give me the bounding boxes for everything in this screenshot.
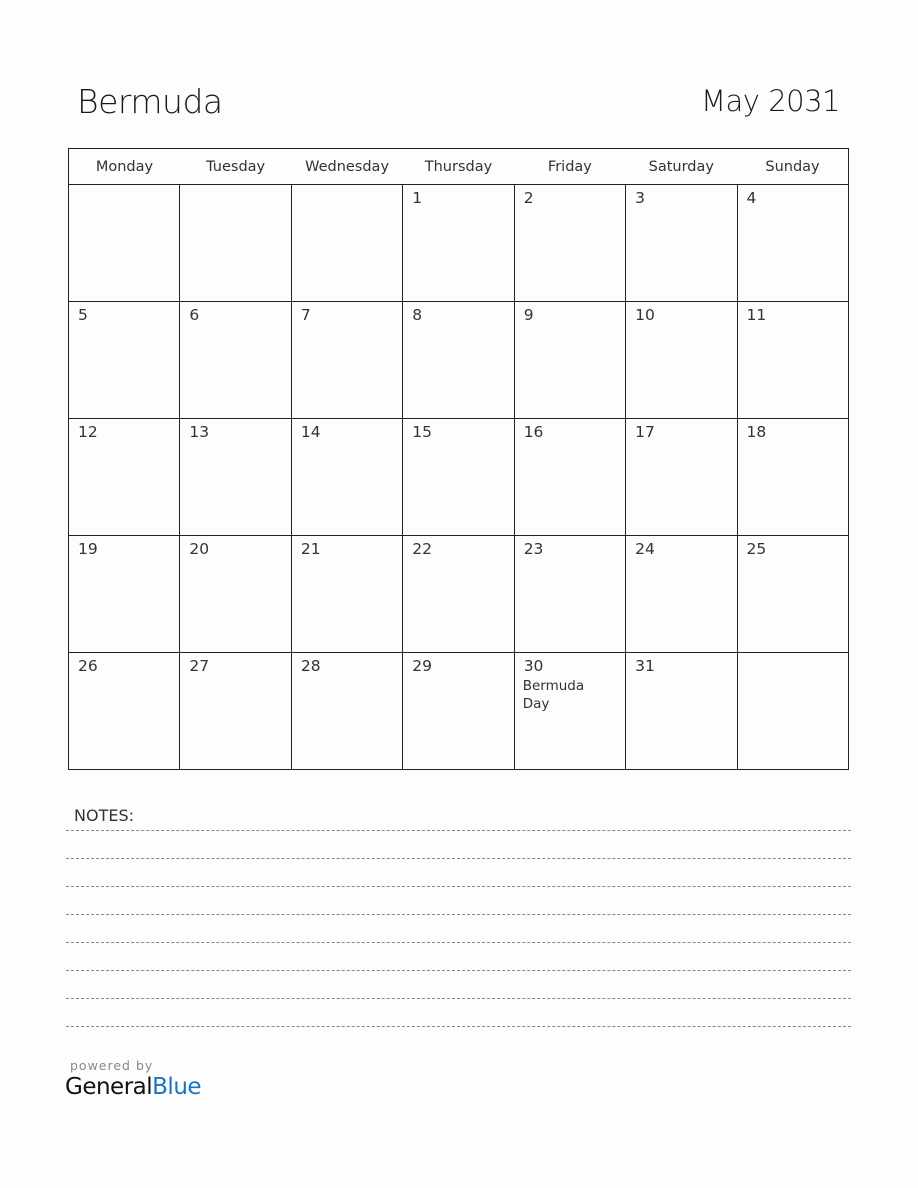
day-cell xyxy=(403,302,514,419)
day-cell xyxy=(626,185,737,302)
day-number: 4 xyxy=(746,189,757,207)
note-line xyxy=(66,830,851,831)
week-row xyxy=(69,653,849,770)
day-cell xyxy=(737,185,848,302)
day-number: 15 xyxy=(412,423,432,441)
day-cell xyxy=(737,536,848,653)
week-row xyxy=(69,185,849,302)
day-cell xyxy=(69,419,180,536)
calendar-grid xyxy=(68,148,849,770)
day-cell xyxy=(291,536,402,653)
day-number: 22 xyxy=(412,540,432,558)
day-cell xyxy=(291,419,402,536)
week-row xyxy=(69,419,849,536)
day-number: 19 xyxy=(78,540,98,558)
day-cell xyxy=(403,185,514,302)
day-number: 5 xyxy=(78,306,88,324)
day-number: 1 xyxy=(412,189,423,207)
day-number: 18 xyxy=(746,423,767,441)
day-number: 29 xyxy=(412,657,432,675)
weekday-saturday: Saturday xyxy=(626,149,737,185)
day-number: 12 xyxy=(78,423,98,441)
day-number: 17 xyxy=(635,423,655,441)
day-cell xyxy=(514,419,625,536)
day-cell xyxy=(626,419,737,536)
day-number: 31 xyxy=(635,657,655,675)
day-number xyxy=(69,185,179,189)
day-cell xyxy=(291,302,402,419)
day-cell xyxy=(514,302,625,419)
day-cell xyxy=(180,536,291,653)
day-cell xyxy=(737,653,848,770)
day-cell xyxy=(69,185,180,302)
day-cell xyxy=(180,653,291,770)
weekday-thursday: Thursday xyxy=(403,149,514,185)
notes-label: NOTES: xyxy=(74,806,134,825)
day-number: 30 xyxy=(523,657,544,675)
day-cell xyxy=(626,536,737,653)
day-cell xyxy=(514,185,625,302)
day-number: 7 xyxy=(300,306,311,324)
note-line xyxy=(66,858,851,859)
day-cell xyxy=(180,419,291,536)
note-line xyxy=(66,1026,851,1027)
day-cell xyxy=(626,653,737,770)
day-number: 14 xyxy=(300,423,321,441)
note-line xyxy=(66,914,851,915)
note-line xyxy=(66,998,851,999)
weekday-header-row xyxy=(69,149,849,185)
weekday-monday: Monday xyxy=(69,149,180,185)
day-number: 24 xyxy=(635,540,655,558)
day-cell xyxy=(291,185,402,302)
day-number: 6 xyxy=(189,306,200,324)
day-number: 28 xyxy=(300,657,321,675)
holiday-label: Bermuda Day xyxy=(522,678,585,712)
day-cell xyxy=(180,302,291,419)
note-line xyxy=(66,942,851,943)
brand-general: General xyxy=(65,1074,153,1100)
weekday-wednesday: Wednesday xyxy=(291,149,402,185)
generalblue-logo xyxy=(65,1074,201,1100)
day-number: 23 xyxy=(523,540,544,558)
day-cell xyxy=(403,536,514,653)
note-line xyxy=(66,970,851,971)
day-cell xyxy=(403,419,514,536)
day-cell xyxy=(69,653,180,770)
powered-by-text: powered by xyxy=(70,1058,154,1073)
day-number: 25 xyxy=(746,540,767,558)
day-cell xyxy=(69,536,180,653)
day-cell xyxy=(737,419,848,536)
day-number: 10 xyxy=(635,306,655,324)
day-number xyxy=(292,185,402,189)
day-number: 13 xyxy=(189,423,210,441)
day-number: 16 xyxy=(523,423,544,441)
weekday-sunday: Sunday xyxy=(737,149,848,185)
day-cell xyxy=(514,536,625,653)
day-number: 8 xyxy=(412,306,423,324)
weekday-friday: Friday xyxy=(514,149,625,185)
month-year-title: May 2031 xyxy=(701,84,840,118)
brand-blue: Blue xyxy=(152,1074,202,1100)
day-cell-holiday xyxy=(514,653,625,770)
day-number: 21 xyxy=(300,540,321,558)
day-number: 20 xyxy=(189,540,210,558)
day-cell xyxy=(737,302,848,419)
day-number xyxy=(738,653,848,657)
country-title: Bermuda xyxy=(77,82,223,121)
day-number: 11 xyxy=(746,306,767,324)
day-number: 3 xyxy=(635,189,645,207)
day-number: 27 xyxy=(189,657,210,675)
day-cell xyxy=(180,185,291,302)
day-cell xyxy=(69,302,180,419)
weekday-tuesday: Tuesday xyxy=(180,149,291,185)
day-number: 2 xyxy=(523,189,534,207)
day-number: 9 xyxy=(523,306,534,324)
week-row xyxy=(69,302,849,419)
week-row xyxy=(69,536,849,653)
day-cell xyxy=(626,302,737,419)
day-cell xyxy=(291,653,402,770)
note-line xyxy=(66,886,851,887)
day-number xyxy=(180,185,290,189)
day-number: 26 xyxy=(78,657,98,675)
day-cell xyxy=(403,653,514,770)
